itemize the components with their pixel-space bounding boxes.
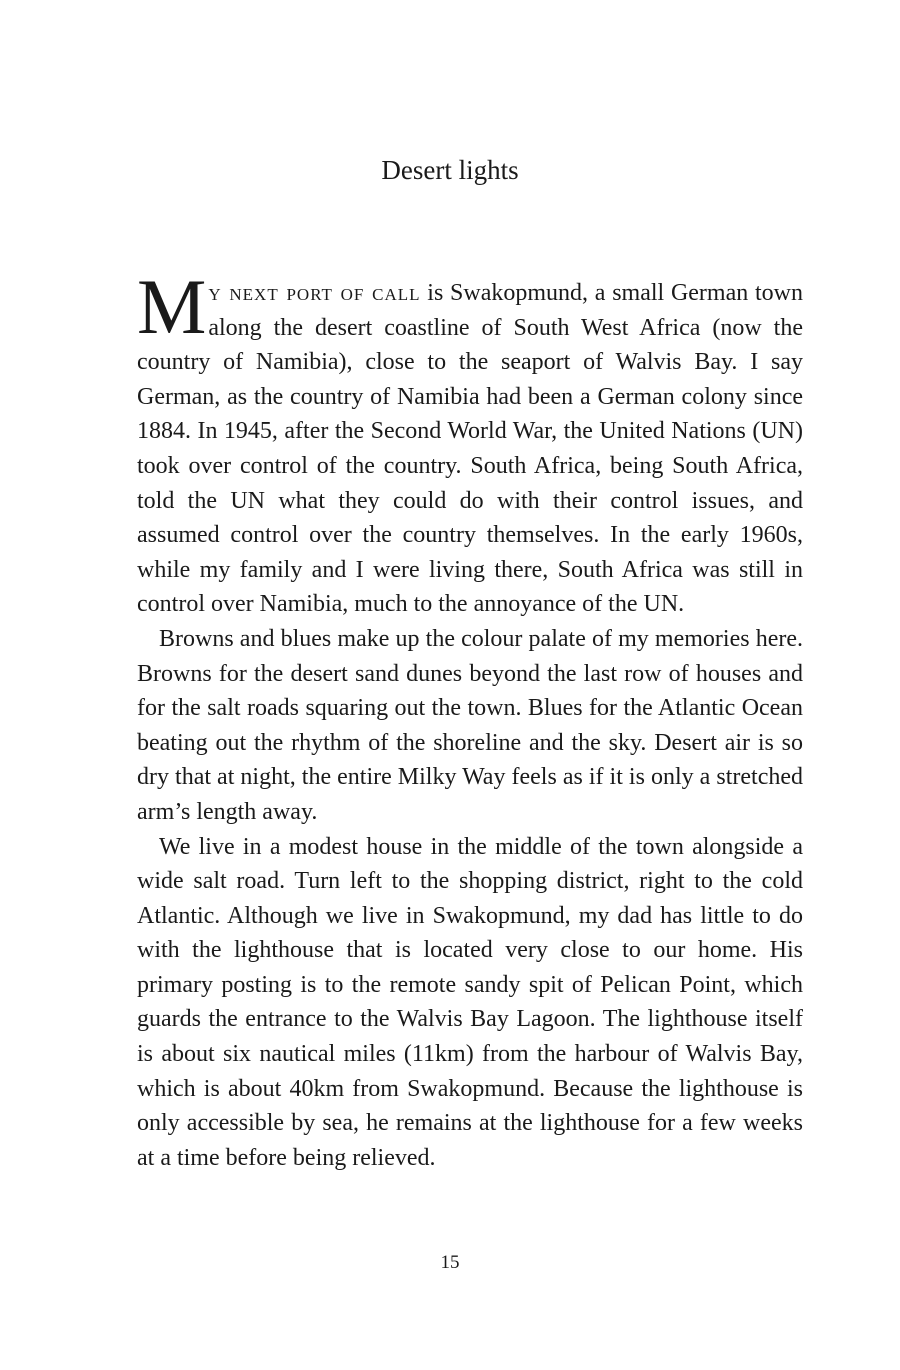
paragraph-2: Browns and blues make up the colour palate of my memories here. Browns for the desert sand dunes beyond the last row of houses and for the salt roads squaring out the town. Blues for the Atlantic Ocean beating out the rhythm of the shoreline and the sky. Desert air is so dry that at night, the entire Milky Way feels as if it is only a stretched arm’s length away. (137, 625, 803, 825)
paragraph-1 (137, 263, 804, 622)
paragraph-1-text: is Swakopmund, a small German town along the desert coastline of South West Africa (now the country of Namibia), close to the seaport of Walvis Bay. I say German, as the country of Namibia had been a German colony since 1884. In 1945, after the Second World War, the United Nations (UN) took over control of the country. South Africa, being South Africa, told the UN what they could do with their control issues, and assumed control over the country themselves. In the early 1960s, while my family and I were living there, South Africa was still in control over Namibia, much to the annoyance of the UN. (137, 280, 804, 618)
paragraph-3: We live in a modest house in the middle of the town alongside a wide salt road. Turn left to the shopping district, right to the cold Atlantic. Although we live in Swakopmund, my dad has little to do with the lighthouse that is located very close to our home. His primary posting is to the remote sandy spit of Pelican Point, which guards the entrance to the Walvis Bay Lagoon. The lighthouse itself is about six nautical miles (11km) from the harbour of Walvis Bay, which is about 40km from Swakopmund. Because the lighthouse is only accessible by sea, he remains at the lighthouse for a few weeks at a time before being relieved. (137, 833, 803, 1171)
chapter-title: Desert lights (381, 155, 519, 185)
drop-cap: M (137, 263, 207, 350)
small-caps-lead-in: y next port of call (208, 280, 421, 306)
chapter-body (137, 263, 804, 1175)
page-number: 15 (440, 1252, 460, 1273)
